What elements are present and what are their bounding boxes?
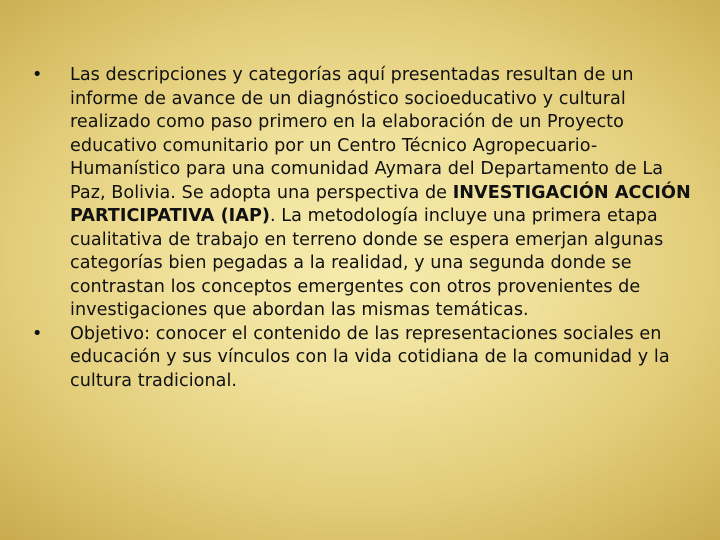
bullet-item-objective [32, 323, 692, 394]
description-text-before: Las descripciones y categorías aquí presentadas resultan de un informe de avance de un diagnóstico socioeducativo y cultural realizado como paso primero en la elaboración de un Proyecto educativo comunitario por un Centro Técnico Agropecuario-Humanístico para una comunidad Aymara del Departamento de La Paz, Bolivia. Se adopta una perspectiva de [70, 65, 664, 203]
iap-bold-text: INVESTIGACIÓN ACCIÓN PARTICIPATIVA (IAP) [70, 182, 691, 226]
description-text-after: . La metodología incluye una primera etapa cualitativa de trabajo en terreno donde se espera emerjan algunas categorías bien pegadas a la realidad, y una segunda donde se contrastan los conceptos emergentes con otros provenientes de investigaciones que abordan las mismas temáticas. [70, 206, 664, 320]
bullet-list [32, 64, 692, 393]
bullet-dot-icon: • [32, 65, 43, 85]
bullet-item-description [32, 64, 692, 323]
objective-text: Objetivo: conocer el contenido de las representaciones sociales en educación y sus vínculos con la vida cotidiana de la comunidad y la cultura tradicional. [70, 323, 670, 391]
bullet-dot-icon: • [32, 323, 43, 344]
